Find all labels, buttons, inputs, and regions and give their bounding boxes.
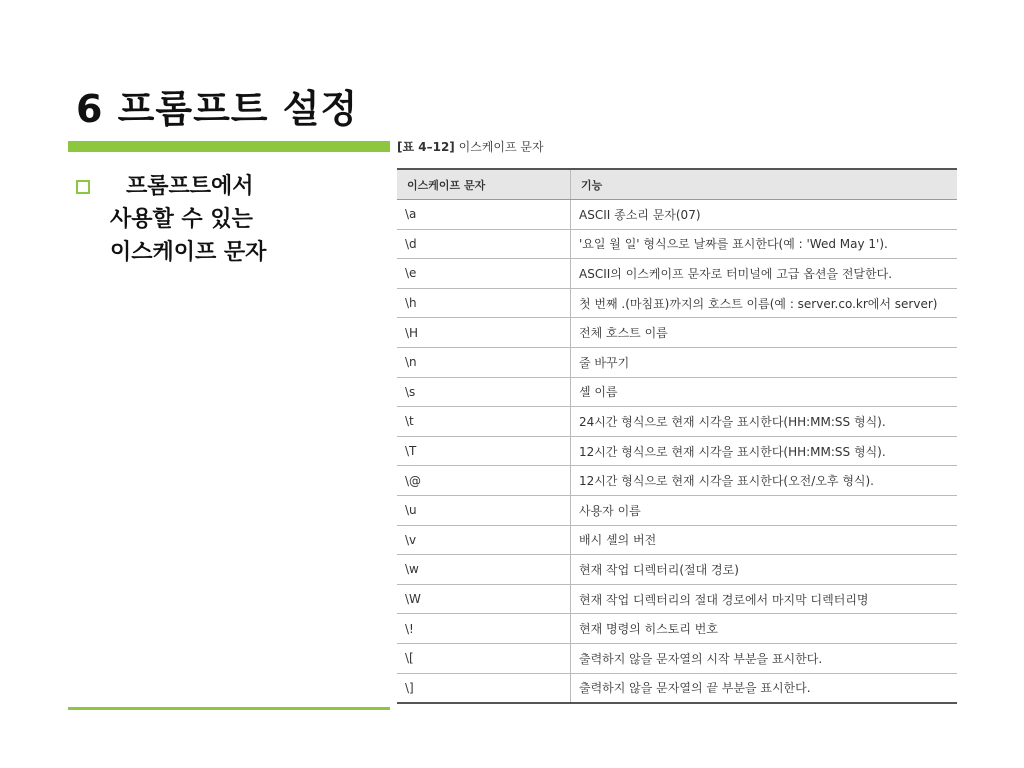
table-row xyxy=(397,407,957,437)
function-cell: 현재 작업 디렉터리(절대 경로) xyxy=(571,555,958,585)
escape-code-cell: \n xyxy=(397,347,571,377)
table-caption xyxy=(397,138,544,155)
escape-code-cell: \H xyxy=(397,318,571,348)
column-header-escape: 이스케이프 문자 xyxy=(397,169,571,200)
escape-code-cell: \W xyxy=(397,584,571,614)
table-row xyxy=(397,673,957,703)
table-row xyxy=(397,377,957,407)
table-row xyxy=(397,259,957,289)
escape-code-cell: \h xyxy=(397,288,571,318)
accent-bar-top xyxy=(68,141,390,152)
accent-bar-bottom xyxy=(68,707,390,710)
escape-code-cell: \[ xyxy=(397,643,571,673)
table-row xyxy=(397,495,957,525)
function-cell: 현재 명령의 히스토리 번호 xyxy=(571,614,958,644)
function-cell: 12시간 형식으로 현재 시각을 표시한다(오전/오후 형식). xyxy=(571,466,958,496)
table-row xyxy=(397,643,957,673)
function-cell: 출력하지 않을 문자열의 시작 부분을 표시한다. xyxy=(571,643,958,673)
table-row xyxy=(397,288,957,318)
function-cell: 셸 이름 xyxy=(571,377,958,407)
table-row xyxy=(397,525,957,555)
escape-code-cell: \u xyxy=(397,495,571,525)
escape-character-table xyxy=(397,168,957,704)
escape-code-cell: \a xyxy=(397,200,571,230)
escape-code-cell: \t xyxy=(397,407,571,437)
function-cell: 출력하지 않을 문자열의 끝 부분을 표시한다. xyxy=(571,673,958,703)
function-cell: 첫 번째 .(마침표)까지의 호스트 이름(예 : server.co.kr에서 server) xyxy=(571,288,958,318)
table-caption-text: 이스케이프 문자 xyxy=(458,140,544,154)
bullet-block xyxy=(76,170,376,269)
function-cell: 줄 바꾸기 xyxy=(571,347,958,377)
escape-code-cell: \] xyxy=(397,673,571,703)
escape-code-cell: \e xyxy=(397,259,571,289)
bullet-line-1 xyxy=(76,170,376,203)
table-header-row xyxy=(397,169,957,200)
escape-code-cell: \! xyxy=(397,614,571,644)
escape-code-cell: \T xyxy=(397,436,571,466)
bullet-text-1: 프롬프트에서 xyxy=(126,174,254,199)
function-cell: ASCII의 이스케이프 문자로 터미널에 고급 옵션을 전달한다. xyxy=(571,259,958,289)
function-cell: 배시 셸의 버전 xyxy=(571,525,958,555)
function-cell: 전체 호스트 이름 xyxy=(571,318,958,348)
function-cell: 12시간 형식으로 현재 시각을 표시한다(HH:MM:SS 형식). xyxy=(571,436,958,466)
table-row xyxy=(397,200,957,230)
table-row xyxy=(397,347,957,377)
bullet-text-3: 이스케이프 문자 xyxy=(110,240,267,265)
escape-code-cell: \s xyxy=(397,377,571,407)
table-row xyxy=(397,555,957,585)
bullet-text-2: 사용할 수 있는 xyxy=(110,207,253,232)
escape-code-cell: \@ xyxy=(397,466,571,496)
slide-title: 6 프롬프트 설정 xyxy=(76,87,359,131)
table-caption-label: [표 4–12] xyxy=(397,140,455,154)
function-cell: 현재 작업 디렉터리의 절대 경로에서 마지막 디렉터리명 xyxy=(571,584,958,614)
function-cell: 24시간 형식으로 현재 시각을 표시한다(HH:MM:SS 형식). xyxy=(571,407,958,437)
function-cell: 사용자 이름 xyxy=(571,495,958,525)
column-header-function: 기능 xyxy=(571,169,958,200)
escape-code-cell: \v xyxy=(397,525,571,555)
table-row xyxy=(397,436,957,466)
function-cell: ASCII 종소리 문자(07) xyxy=(571,200,958,230)
table-row xyxy=(397,614,957,644)
bullet-square-icon xyxy=(76,180,90,194)
table-row xyxy=(397,318,957,348)
table-row xyxy=(397,229,957,259)
escape-code-cell: \d xyxy=(397,229,571,259)
escape-code-cell: \w xyxy=(397,555,571,585)
table-row xyxy=(397,584,957,614)
function-cell: '요일 월 일' 형식으로 날짜를 표시한다(예 : 'Wed May 1'). xyxy=(571,229,958,259)
table-row xyxy=(397,466,957,496)
